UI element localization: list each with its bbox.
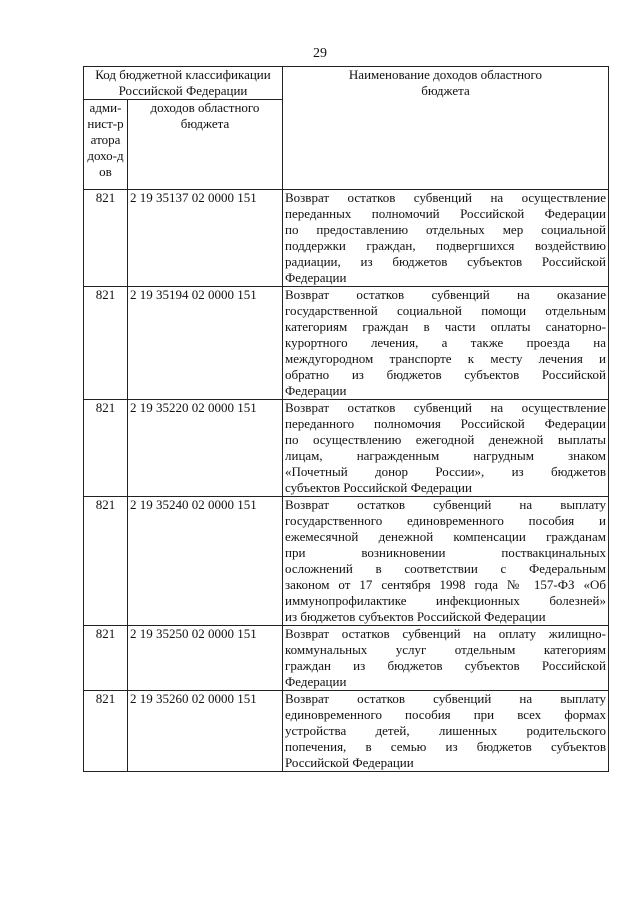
header-code: доходов областного бюджета	[128, 100, 283, 190]
income-name-line: по осуществлению ежегодной денежной выплаты	[285, 432, 606, 447]
admin-code-cell: 821	[84, 190, 128, 287]
income-name-line: Федерации	[285, 270, 347, 285]
income-name-line: Федерации	[285, 674, 347, 689]
income-name-line: радиации, из бюджетов субъектов Российской	[285, 254, 606, 269]
table-row	[84, 287, 609, 400]
income-name-line: поддержки граждан, подвергшихся воздействию	[285, 238, 606, 253]
income-name-line: иммунопрофилактике инфекционных болезней»	[285, 593, 606, 608]
income-name-line: при возникновении поствакцинальных	[285, 545, 606, 560]
income-code-cell: 2 19 35137 02 0000 151	[128, 190, 283, 287]
income-name-line: переданного полномочия Российской Федерации	[285, 416, 606, 431]
header-code-group: Код бюджетной классификации Российской Федерации	[84, 67, 283, 100]
income-name-line: междугородном транспорте к месту лечения и	[285, 351, 606, 366]
income-name-line: Возврат остатков субвенций на выплату	[285, 497, 606, 512]
header-admin: адми-нист-ратора дохо-дов	[84, 100, 128, 190]
admin-code-cell: 821	[84, 691, 128, 772]
income-name-cell	[283, 497, 609, 626]
income-name-line: государственной социальной помощи отдельным	[285, 303, 606, 318]
income-code-cell: 2 19 35260 02 0000 151	[128, 691, 283, 772]
income-name-line: государственного единовременного пособия и	[285, 513, 606, 528]
income-name-line: из бюджетов субъектов Российской Федерации	[285, 609, 546, 624]
income-name-cell	[283, 626, 609, 691]
income-name-line: Возврат остатков субвенций на оказание	[285, 287, 606, 302]
income-name-line: по предоставлению отдельных мер социальной	[285, 222, 606, 237]
income-name-cell	[283, 287, 609, 400]
table-row	[84, 626, 609, 691]
income-name-line: категориям граждан в части оплаты санаторно-	[285, 319, 606, 334]
income-name-line: ежемесячной денежной компенсации гражданам	[285, 529, 606, 544]
income-code-cell: 2 19 35194 02 0000 151	[128, 287, 283, 400]
income-name-line: лицам, награжденным нагрудным знаком	[285, 448, 606, 463]
income-code-cell: 2 19 35240 02 0000 151	[128, 497, 283, 626]
income-name-line: субъектов Российской Федерации	[285, 480, 472, 495]
income-code-cell: 2 19 35250 02 0000 151	[128, 626, 283, 691]
table-row	[84, 400, 609, 497]
income-name-line: коммунальных услуг отдельным категориям	[285, 642, 606, 657]
admin-code-cell: 821	[84, 287, 128, 400]
income-name-line: законом от 17 сентября 1998 года № 157-ФЗ «Об	[285, 577, 606, 592]
table-row	[84, 190, 609, 287]
income-name-line: попечения, в семью из бюджетов субъектов	[285, 739, 606, 754]
table-row	[84, 497, 609, 626]
income-name-line: Возврат остатков субвенций на осуществление	[285, 190, 606, 205]
income-code-cell: 2 19 35220 02 0000 151	[128, 400, 283, 497]
admin-code-cell: 821	[84, 626, 128, 691]
income-name-line: устройства детей, лишенных родительского	[285, 723, 606, 738]
income-name-line: Федерации	[285, 383, 347, 398]
income-name-line: Возврат остатков субвенций на выплату	[285, 691, 606, 706]
income-name-line: Возврат остатков субвенций на осуществление	[285, 400, 606, 415]
income-name-cell	[283, 691, 609, 772]
income-name-line: Возврат остатков субвенций на оплату жилищно-	[285, 626, 606, 641]
page-number: 29	[313, 46, 327, 61]
income-name-line: обратно из бюджетов субъектов Российской	[285, 367, 606, 382]
income-name-line: «Почетный донор России», из бюджетов	[285, 464, 606, 479]
income-name-line: курортного лечения, а также проезда на	[285, 335, 606, 350]
table-row	[84, 691, 609, 772]
header-name: Наименование доходов областного бюджета	[283, 67, 609, 190]
income-name-line: Российской Федерации	[285, 755, 414, 770]
income-name-cell	[283, 400, 609, 497]
admin-code-cell: 821	[84, 497, 128, 626]
income-name-cell	[283, 190, 609, 287]
admin-code-cell: 821	[84, 400, 128, 497]
income-name-line: осложнений в соответствии с Федеральным	[285, 561, 606, 576]
income-name-line: единовременного пособия при всех формах	[285, 707, 606, 722]
income-name-line: граждан из бюджетов субъектов Российской	[285, 658, 606, 673]
budget-classification-table	[83, 66, 609, 772]
income-name-line: переданных полномочий Российской Федерации	[285, 206, 606, 221]
